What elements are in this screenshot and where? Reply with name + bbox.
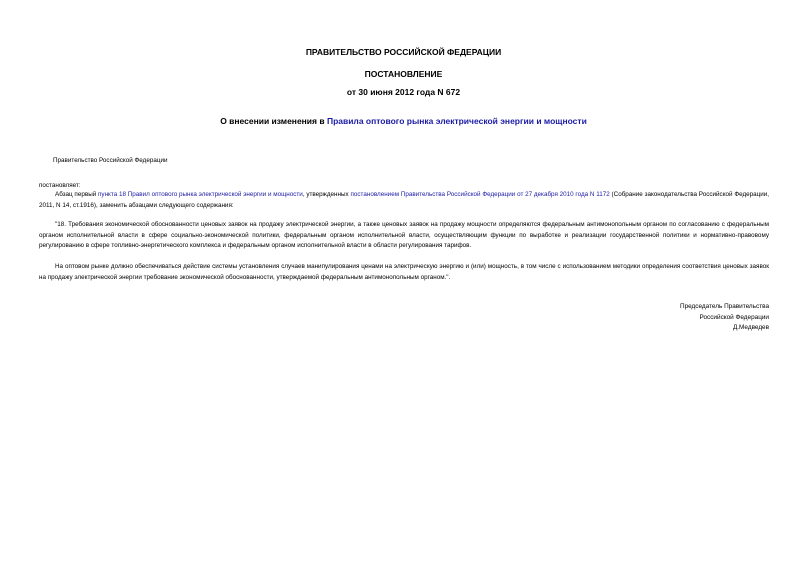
- signature-country: Российской Федерации: [699, 314, 769, 321]
- paragraph-amendment: [39, 190, 769, 211]
- title-prefix: О внесении изменения в: [220, 116, 325, 126]
- opener-text: Правительство Российской Федерации: [53, 157, 168, 164]
- government-heading: ПРАВИТЕЛЬСТВО РОССИЙСКОЙ ФЕДЕРАЦИИ: [305, 47, 502, 57]
- date-number-heading: от 30 июня 2012 года N 672: [346, 87, 461, 97]
- p1-start: Абзац первый: [55, 191, 97, 198]
- p1-mid: , утвержденных: [302, 191, 349, 198]
- paragraph-wholesale-market: На оптовом рынке должно обеспечиваться действие системы установления случаев манипулирования ценами на электрическую энергию и (или) мощность, в том числе с использованием методики определения соответствия ценовых заявок на продажу электрической энергии требование экономической обоснованности, утверждаемой федеральным антимонопольным органом.".: [39, 263, 769, 281]
- paragraph-quote: "18. Требования экономической обоснованности ценовых заявок на продажу электрической энергии, а также ценовых заявок на продажу мощности определяются федеральным антимонопольным органом по согласованию с федеральным органом исполнительной власти в сфере социально-экономической политики, федеральным органом исполнительной власти, осуществляющим функции по выработке и реализации государственной политики и нормативно-правовому регулированию в сфере топливно-энергетического комплекса и федеральным органом исполнительной власти в области регулирования тарифов.: [39, 221, 769, 250]
- p1-end: (Собрание законодательства Российской Федерации, 2011, N 14, ст.1916), заменить абзацами следующего содержания:: [39, 191, 770, 209]
- resolves-text: постановляет:: [39, 182, 81, 189]
- document-type-heading: ПОСТАНОВЛЕНИЕ: [364, 69, 443, 79]
- document-title: [0, 116, 807, 126]
- rules-clause-link[interactable]: пункта 18 Правил оптового рынка электрической энергии и мощности: [98, 191, 303, 198]
- decree-1172-link[interactable]: постановлением Правительства Российской Федерации от 27 декабря 2010 года N 1172: [350, 191, 610, 198]
- signature-position: Председатель Правительства: [680, 303, 769, 310]
- signature-name: Д.Медведев: [732, 324, 769, 331]
- title-rules-link[interactable]: Правила оптового рынка электрической энергии и мощности: [326, 116, 587, 126]
